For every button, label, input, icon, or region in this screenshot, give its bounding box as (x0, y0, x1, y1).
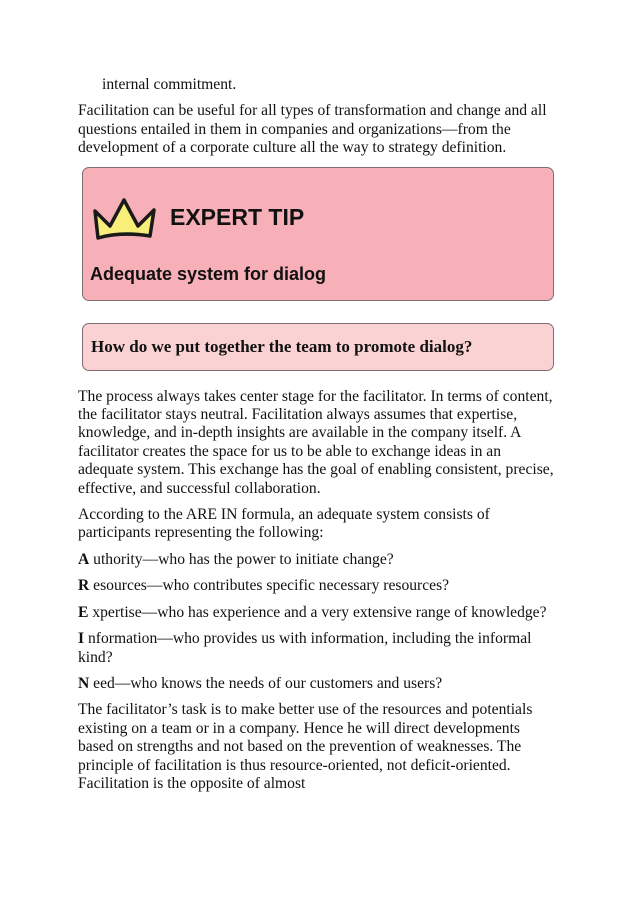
paragraph-2: The process always takes center stage for the facilitator. In terms of content, the facilitator stays neutral. Facilitation always assumes that expertise, knowledge, and in-depth insights are available in the company itself. A facilitator creates the space for us to be able to exchange ideas in an adequate system. This exchange has the goal of enabling consistent, precise, effective, and successful collaboration. (78, 387, 554, 497)
paragraph-1: Facilitation can be useful for all types of transformation and change and all questions entailed in them in companies and organizations—from the development of a corporate culture all the way to strategy definition. (78, 102, 547, 157)
expert-tip-subtitle: Adequate system for dialog (90, 263, 327, 284)
formula-item-information: I nformation—who provides us with information, including the informal kind? (78, 630, 532, 666)
formula-item-resources: R esources—who contributes specific necessary resources? (78, 577, 450, 595)
crown-icon (90, 194, 158, 242)
paragraph-4: The facilitator’s task is to make better use of the resources and potentials existing on a team or in a company. Hence he will direct developments based on strengths and not based on the prevention of weaknesses. The principle of facilitation is thus resource-oriented, not deficit-oriented. Facilitation is the opposite of almost (78, 701, 533, 792)
expert-tip-box (82, 167, 554, 301)
expert-tip-title: EXPERT TIP (170, 203, 305, 230)
formula-item-need: N eed—who knows the needs of our customers and users? (78, 674, 443, 692)
formula-item-authority: A uthority—who has the power to initiate change? (78, 550, 394, 568)
formula-item-expertise: E xpertise—who has experience and a very extensive range of knowledge? (78, 603, 547, 621)
intro-fragment: internal commitment. (102, 76, 237, 93)
paragraph-3: According to the ARE IN formula, an adequate system consists of participants representing the following: (78, 506, 490, 542)
question-box: How do we put together the team to promote dialog? (82, 323, 554, 371)
page-content (78, 76, 558, 793)
